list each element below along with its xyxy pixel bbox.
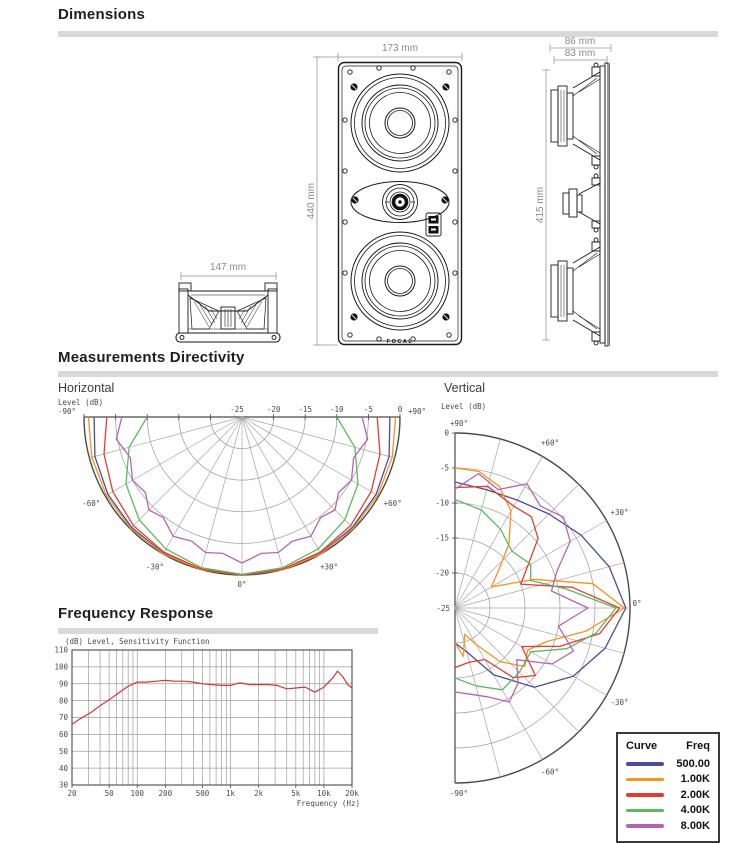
angle-label: +60° [383, 499, 402, 508]
front-height-dimension: 440 mm [306, 182, 317, 220]
x-tick-label: 100 [130, 789, 145, 798]
horizontal-chart-label: Horizontal [58, 381, 115, 395]
section-divider-bar [58, 371, 718, 377]
legend-color-line [626, 824, 664, 828]
top-view-drawing [176, 283, 280, 342]
horizontal-directivity-chart [55, 396, 447, 598]
side-view-drawing [551, 63, 610, 346]
angle-label: +90° [449, 419, 469, 428]
side-bottom-woofer [551, 238, 600, 345]
angle-label: +30° [610, 508, 629, 517]
vertical-chart-label: Vertical [444, 381, 485, 395]
angle-label: 0° [632, 599, 642, 608]
x-tick-label: 2k [254, 789, 264, 798]
x-tick-label: 1k [226, 789, 236, 798]
level-axis-label: Level (dB) [58, 398, 104, 407]
legend-color-line [626, 809, 664, 813]
y-tick-label: 110 [54, 645, 68, 655]
legend-freq-label: 2.00K [680, 788, 710, 801]
angle-label: +30° [319, 562, 339, 572]
legend-header-freq: Freq [686, 740, 710, 752]
legend-freq-label: 500.00 [676, 757, 710, 770]
y-tick-label: 40 [58, 763, 68, 773]
y-tick-label: 80 [58, 696, 68, 706]
frequency-response-chart [55, 634, 377, 816]
frequency-response-section-title: Frequency Response [58, 605, 214, 622]
front-width-dimension: 173 mm [381, 43, 419, 54]
legend-color-line [626, 793, 664, 797]
x-tick-label: 20k [345, 789, 359, 798]
angle-label: -90° [57, 407, 77, 416]
legend-row [626, 787, 710, 803]
radial-tick-label: -20 [435, 568, 449, 578]
legend-freq-label: 4.00K [680, 804, 710, 817]
dimensions-drawing [0, 0, 731, 358]
y-tick-label: 100 [54, 662, 68, 672]
legend-color-line [626, 762, 664, 766]
radial-tick-label: -5 [439, 463, 449, 473]
radial-tick-label: -25 [436, 604, 450, 613]
y-tick-label: 60 [58, 730, 68, 740]
directivity-legend [616, 732, 720, 843]
frequency-response-curve [72, 671, 352, 724]
x-tick-label: 20 [67, 789, 77, 798]
legend-row [626, 803, 710, 819]
legend-row [626, 772, 710, 788]
angle-label: -60° [82, 499, 101, 508]
radial-tick-label: -10 [435, 498, 449, 508]
angle-label: +90° [407, 407, 427, 416]
angle-label: +60° [540, 438, 560, 448]
radial-tick-label: 0 [444, 428, 449, 438]
angle-label: -30° [145, 562, 165, 572]
y-tick-label: 50 [58, 746, 68, 756]
legend-rows [626, 756, 710, 834]
legend-header-curve: Curve [626, 740, 658, 752]
radial-tick-label: -15 [435, 533, 449, 543]
y-tick-label: 30 [58, 780, 68, 790]
legend-row [626, 818, 710, 834]
dimensions-section-title: Dimensions [58, 6, 146, 23]
side-top-woofer [551, 63, 600, 169]
level-axis-label: Level (dB) [441, 402, 487, 411]
angle-label: -30° [610, 698, 629, 707]
fr-chart-title: (dB) Level, Sensitivity Function [65, 637, 210, 646]
radial-tick-label: -20 [266, 405, 281, 414]
angle-label: 0° [237, 580, 247, 589]
radial-tick-label: -25 [230, 405, 244, 414]
directivity-section-title: Measurements Directivity [58, 349, 245, 366]
legend-freq-label: 8.00K [680, 819, 710, 832]
radial-tick-label: -5 [363, 405, 373, 414]
legend-row [626, 756, 710, 772]
brand-logo-text: FOCAL [386, 339, 414, 345]
side-depth-inner-dimension: 83 mm [564, 48, 596, 59]
fr-x-axis-label: Frequency (Hz) [296, 799, 360, 808]
angle-label: -60° [540, 767, 560, 777]
directivity-curve-1.00K [455, 468, 624, 667]
radial-tick-label: -10 [330, 405, 344, 414]
legend-color-line [626, 778, 664, 782]
x-tick-label: 10k [317, 789, 331, 798]
side-height-dimension: 415 mm [535, 186, 546, 224]
x-tick-label: 500 [195, 789, 210, 798]
x-tick-label: 5k [291, 789, 301, 798]
top-width-dimension: 147 mm [209, 262, 247, 273]
front-view-drawing [339, 63, 462, 346]
y-tick-label: 70 [58, 713, 68, 723]
angle-label: -90° [449, 789, 469, 798]
x-tick-label: 200 [158, 789, 173, 798]
side-depth-outer-dimension: 86 mm [564, 36, 596, 47]
legend-freq-label: 1.00K [680, 773, 710, 786]
y-tick-label: 90 [58, 679, 68, 689]
radial-tick-label: -15 [298, 405, 312, 414]
side-tweeter [563, 174, 600, 232]
x-tick-label: 50 [104, 789, 114, 798]
radial-tick-label: 0 [397, 405, 403, 414]
